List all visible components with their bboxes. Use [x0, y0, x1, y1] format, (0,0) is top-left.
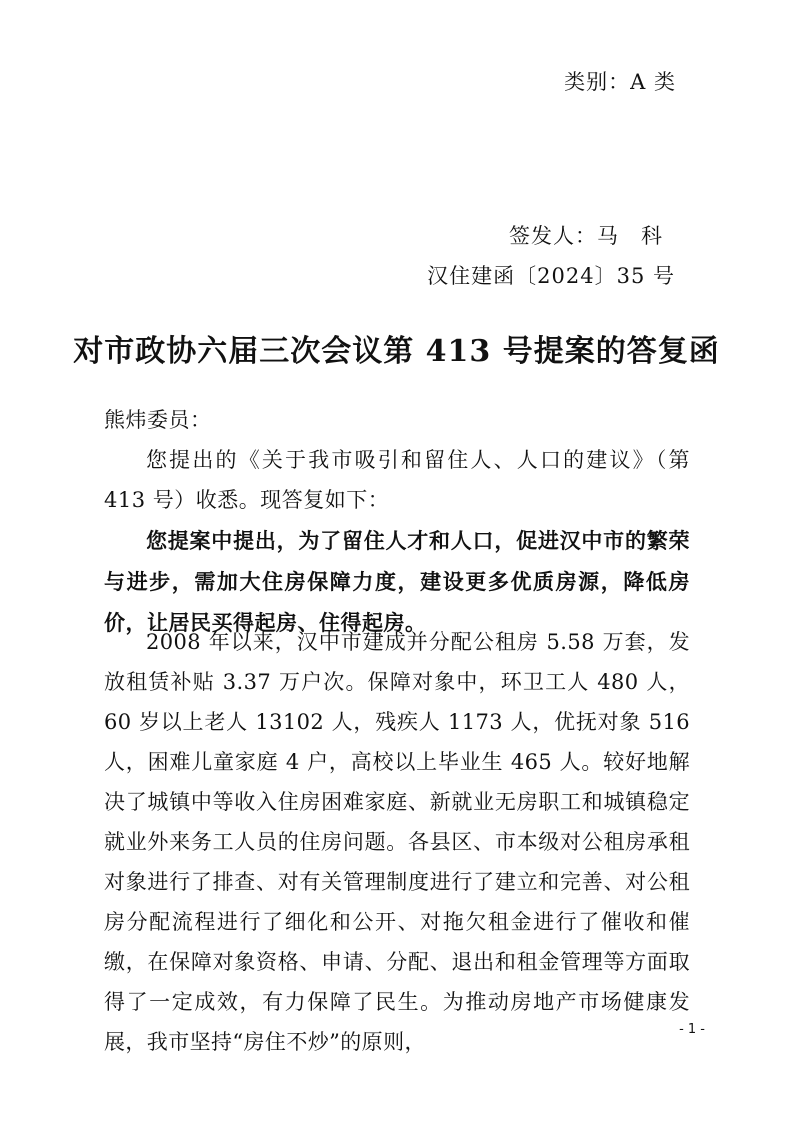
paragraph-housing-details: 2008 年以来，汉中市建成并分配公租房 5.58 万套，发放租赁补贴 3.37 万户次。保障对象中，环卫工人 480 人，60 岁以上老人 13102 人，残疾人 1173 人，优抚对象 516 人，困难儿童家庭 4 户，高校以上毕业生 465 人。较好地解决了城镇中等收入住房困难家庭、新就业无房职工和城镇稳定就业外来务工人员的住房问题。各县区、市本级对公租房承租对象进行了排查、对有关管理制度进行了建立和完善、对公租房分配流程进行了细化和公开、对拖欠租金进行了催收和催缴，在保障对象资格、申请、分配、退出和租金管理等方面取得了一定成效，有力保障了民生。为推动房地产市场健康发展，我市坚持“房住不炒”的原则，	[104, 630, 690, 1054]
document-number: 汉住建函〔2024〕35 号	[427, 264, 675, 288]
document-signer: 签发人：马 科	[509, 224, 663, 248]
document-category: 类别：A 类	[564, 70, 676, 94]
paragraph-acknowledgement: 您提出的《关于我市吸引和留住人、人口的建议》（第 413 号）收悉。现答复如下：	[104, 448, 690, 512]
page-number: - 1 -	[679, 1022, 705, 1037]
paragraph-proposal-summary: 您提案中提出，为了留住人才和人口，促进汉中市的繁荣与进步，需加大住房保障力度，建设更多优质房源，降低房价，让居民买得起房、住得起房。	[104, 528, 690, 635]
document-title: 对市政协六届三次会议第 413 号提案的答复函	[73, 334, 720, 369]
salutation: 熊炜委员：	[104, 408, 212, 432]
